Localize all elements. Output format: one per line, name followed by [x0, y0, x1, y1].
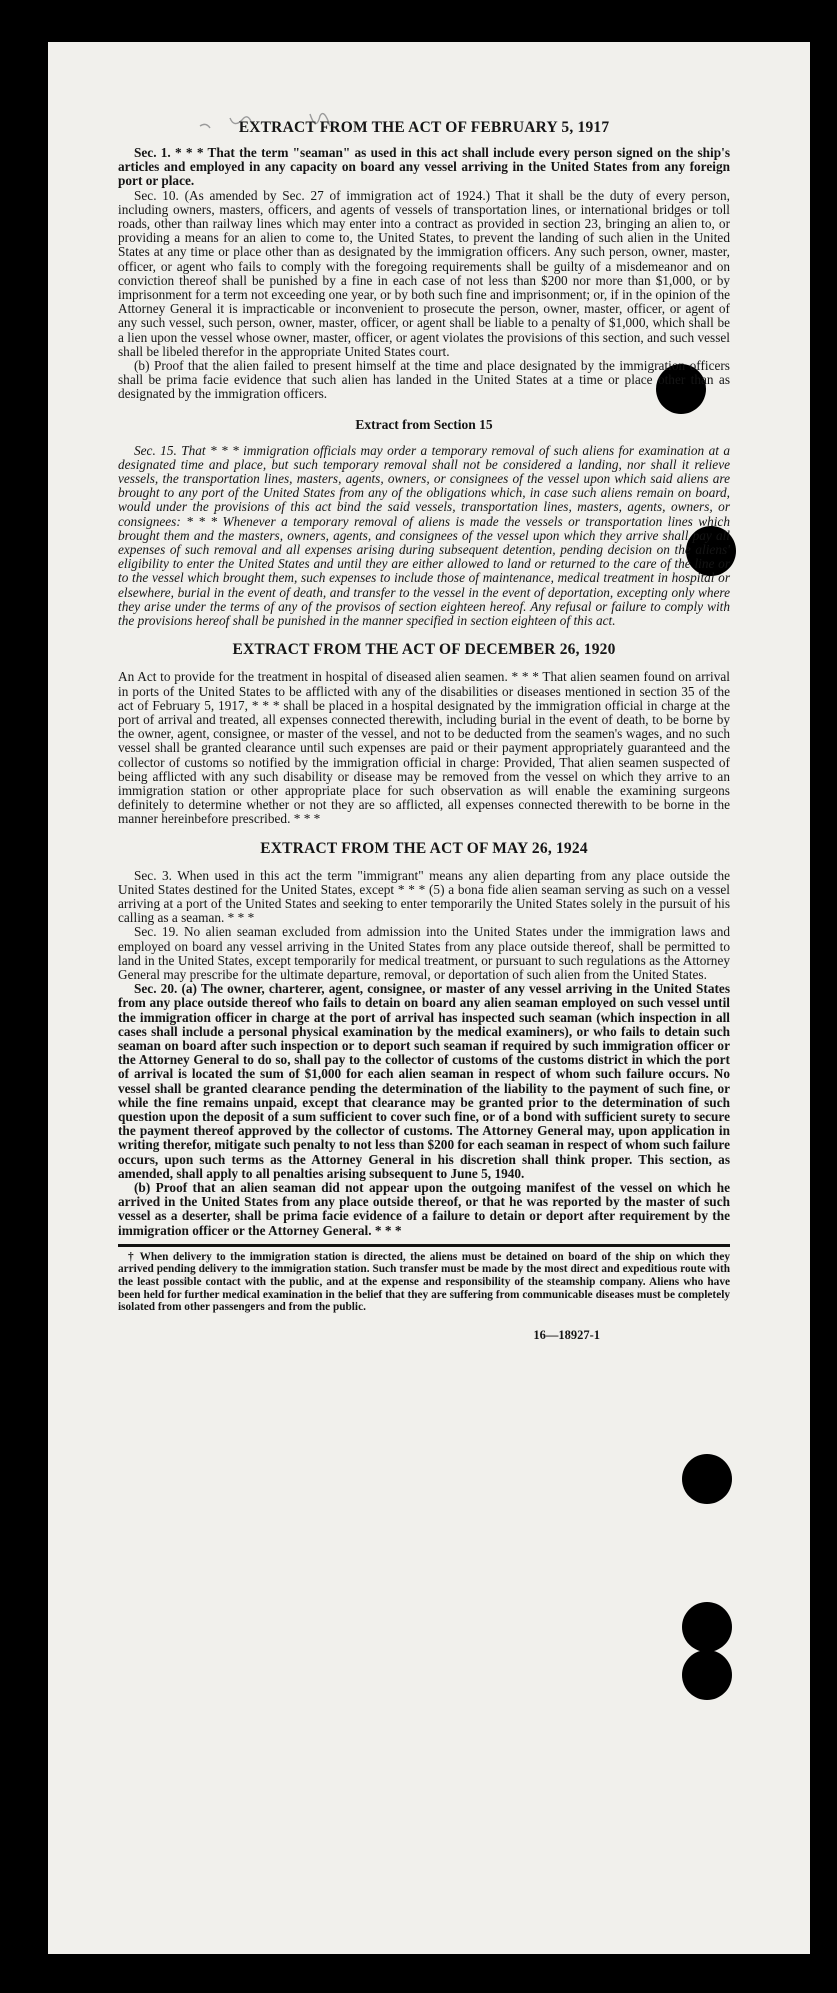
- paragraph-sec-19: Sec. 19. No alien seaman excluded from admission into the United States under the immigration laws and employed on board any vessel arriving in the United States from any place outside thereof, shall be permitted to land in the United States, except temporarily for medical treatment, or pursuant to such regulations as the Attorney General may prescribe for the ultimate departure, removal, or deportation of such alien from the United States.: [118, 924, 730, 982]
- heading-act-1917: EXTRACT FROM THE ACT OF FEBRUARY 5, 1917: [238, 119, 610, 136]
- heading-act-1920: EXTRACT FROM THE ACT OF DECEMBER 26, 1920: [232, 641, 616, 659]
- paragraph-sec-15: Sec. 15. That * * * immigration officials may order a temporary removal of such aliens for examination at a designated time and place, but such temporary removal shall not be considered a landing, nor shall it relieve vessels, the transportation lines, masters, agents, owners, or consignees of the vessel upon which said aliens are brought to any port of the United States from any of the obligations which, in case such aliens remain on board, would under the provisions of this act bind the said vessels, transportation lines, masters, agents, owners, or consignees: * * * Whenever a temporary removal of aliens is made the vessels or transportation lines which brought them and the masters, owners, agents, and consignees of the vessel upon which they arrive shall pay all expenses of such removal and all expenses arising during subsequent detention, pending decision on the aliens' eligibility to enter the United States and until they are either allowed to land or returned to the care of the line or to the vessel which brought them, such expenses to include those of maintenance, medical treatment in hospital or elsewhere, burial in the event of death, and transfer to the vessel in the event of deportation, excepting only where they arise under the terms of any of the provisos of section eighteen hereof. Any refusal or failure to comply with the provisions hereof shall be punished in the manner specified in section eighteen of this act.: [118, 442, 730, 629]
- heading-act-1924: EXTRACT FROM THE ACT OF MAY 26, 1924: [260, 839, 588, 857]
- paragraph-sec-20-b: (b) Proof that an alien seaman did not appear upon the outgoing manifest of the vessel on which he arrived in the United States from any place outside thereof, or that he was reported by the master of such vessel as a deserter, shall be prima facie evidence of a failure to detain or deport after requirement by the immigration officer or the Attorney General. * * *: [118, 1180, 730, 1238]
- footnote-block: [118, 1244, 730, 1314]
- paragraph-sec-10: Sec. 10. (As amended by Sec. 27 of immigration act of 1924.) That it shall be the duty of every person, including owners, masters, officers, and agents of vessels of transportation lines, or international bridges or toll roads, other than railway lines which may enter into a contract as provided in section 23, bringing an alien to, or providing a means for an alien to come to, the United States, to prevent the landing of such alien in the United States at any time or place other than as designated by the immigration officers. Any such person, owner, master, officer, or agent who fails to comply with the foregoing requirements shall be guilty of a misdemeanor and on conviction thereof shall be punished by a fine in each case of not less than $200 nor more than $1,000, or by imprisonment for a term not exceeding one year, or by both such fine and imprisonment; or, if in the opinion of the Attorney General it is impracticable or inconvenient to prosecute the person, owner, master, officer, or agent of any such vessel, such person, owner, master, officer, or agent shall be liable to a penalty of $1,000, which shall be a lien upon the vessel whose owner, master, officer, or agent violates the provisions of this section, and such vessel shall be libeled therefor in the appropriate United States court.: [118, 187, 730, 359]
- paragraph-act-1920: An Act to provide for the treatment in hospital of diseased alien seamen. * * * That alien seamen found on arrival in ports of the United States to be afflicted with any of the disabilities or diseases mentioned in section 35 of the act of February 5, 1917, * * * shall be placed in a hospital designated by the immigration official in charge at the port of arrival and treated, all expenses connected therewith, including burial in the event of death, to be borne by the owner, agent, consignee, or master of the vessel, and not to be deducted from the seamen's wages, and no such vessel shall be granted clearance until such expenses are paid or their payment appropriately guaranteed and the collector of customs so notified by the immigration official in charge: Provided, That alien seamen suspected of being afflicted with any such disability or disease may be removed from the vessel on which they arrive to an immigration station or other appropriate place for such observation as will enable the examining surgeons definitely to determine whether or not they are so afflicted, all expenses connected therewith to be borne in the manner hereinbefore prescribed. * * *: [118, 669, 730, 827]
- heading-section-15: Extract from Section 15: [355, 416, 493, 432]
- document-content: [118, 118, 730, 1343]
- punch-hole-5: [682, 1650, 732, 1700]
- paragraph-sec-20-a: Sec. 20. (a) The owner, charterer, agent, consignee, or master of any vessel arriving in the United States from any place outside thereof who fails to detain on board any alien seaman employed on such vessel until the immigration officer in charge at the port of arrival has inspected such seaman (which inspection in all cases shall include a personal physical examination by the medical examiners), or who fails to detain such seaman on board after such inspection or to deport such seaman if required by such immigration officer or the Attorney General to do so, shall pay to the collector of customs of the customs district in which the port of arrival is located the sum of $1,000 for each alien seaman in respect of whom such failure occurs. No vessel shall be granted clearance pending the determination of the liability to the payment of such fine, or while the fine remains unpaid, except that clearance may be granted prior to the determination of such question upon the deposit of a sum sufficient to cover such fine, or of a bond with sufficient surety to secure the payment thereof approved by the collector of customs. The Attorney General may, upon application in writing therefor, mitigate such penalty to not less than $200 for each seaman in respect of whom such failure occurs, upon such terms as the Attorney General in his discretion shall think proper. This section, as amended, shall apply to all penalties arising subsequent to June 5, 1940.: [118, 981, 730, 1181]
- punch-hole-4: [682, 1602, 732, 1652]
- paragraph-sec-3: Sec. 3. When used in this act the term "immigrant" means any alien departing from any place outside the United States destined for the United States, except * * * (5) a bona fide alien seaman serving as such on a vessel arriving at a port of the United States and seeking to enter temporarily the United States solely in the pursuit of his calling as a seaman. * * *: [118, 867, 730, 926]
- form-number: 16—18927-1: [533, 1327, 600, 1342]
- footnote-text: † When delivery to the immigration station is directed, the aliens must be detained on board of the ship on which they arrived pending delivery to the immigration station. Such transfer must be made by the most direct and expeditious route with the least possible contact with the public, and at the expense and responsibility of the steamship company. Aliens who have been held for further medical examination in the belief that they are suffering from communicable diseases must be completely isolated from other passengers and from the public.: [118, 1250, 730, 1314]
- punch-hole-3: [682, 1454, 732, 1504]
- paragraph-sec-1: Sec. 1. * * * That the term "seaman" as used in this act shall include every person signed on the ship's articles and employed in any capacity on board any vessel arriving in the United States from any foreign port or place.: [118, 145, 730, 189]
- paragraph-sec-10-b: (b) Proof that the alien failed to present himself at the time and place designated by the immigration officers shall be prima facie evidence that such alien has landed in the United States at a time or place other than as designated by the immigration officers.: [118, 358, 730, 402]
